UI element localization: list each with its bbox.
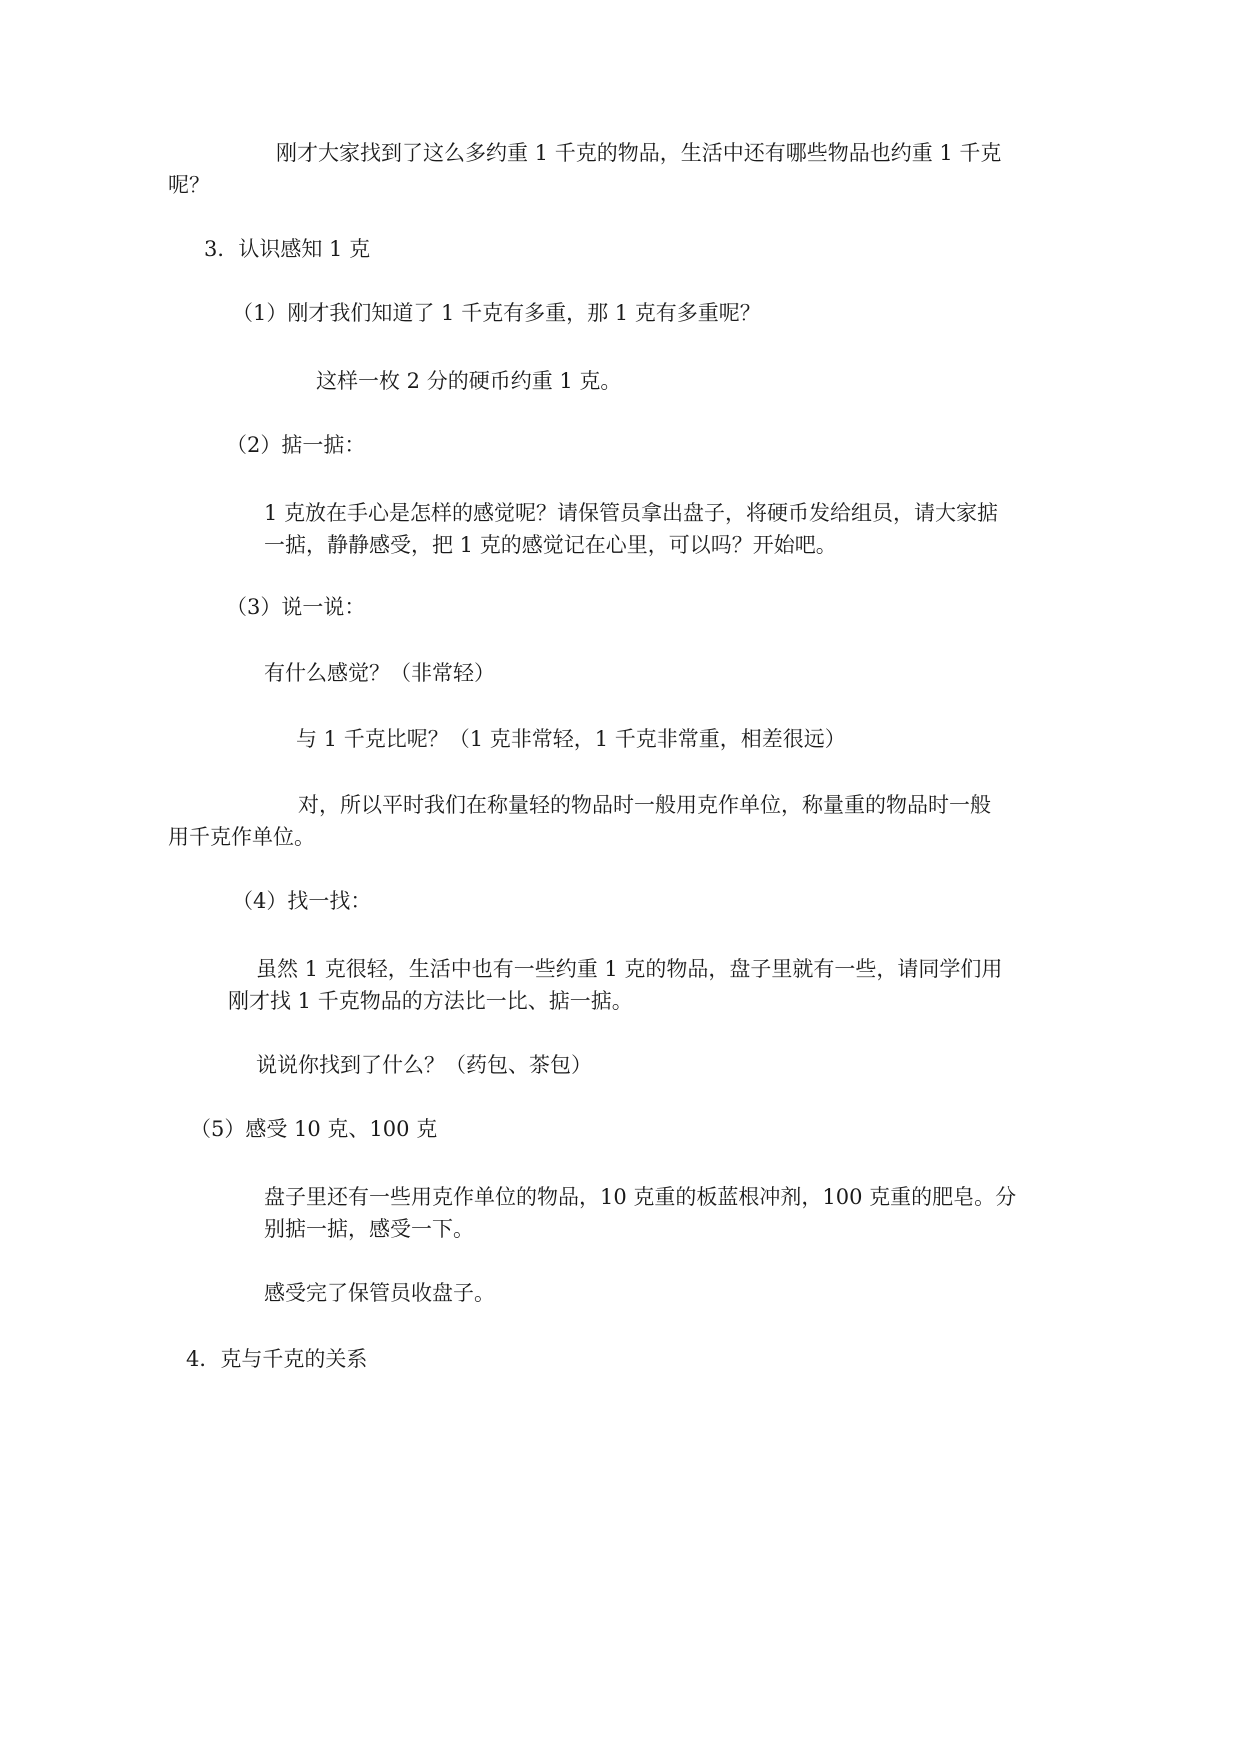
section-heading: 3．认识感知 1 克 (204, 237, 371, 261)
paragraph-text: 用千克作单位。 (168, 825, 315, 849)
subsection-heading: （5）感受 10 克、100 克 (190, 1117, 438, 1141)
paragraph-text: 盘子里还有一些用克作单位的物品，10 克重的板蓝根冲剂，100 克重的肥皂。分 (264, 1185, 1017, 1209)
paragraph-text: 刚才找 1 千克物品的方法比一比、掂一掂。 (228, 989, 633, 1013)
paragraph-text: 虽然 1 克很轻，生活中也有一些约重 1 克的物品，盘子里就有一些，请同学们用 (256, 957, 1003, 981)
paragraph-text: 对，所以平时我们在称量轻的物品时一般用克作单位，称量重的物品时一般 (298, 793, 991, 817)
subsection-heading: （4）找一找： (232, 889, 372, 913)
paragraph-text: 1 克放在手心是怎样的感觉呢？请保管员拿出盘子，将硬币发给组员，请大家掂 (264, 501, 999, 525)
paragraph-text: 刚才大家找到了这么多约重 1 千克的物品，生活中还有哪些物品也约重 1 千克 (276, 141, 1002, 165)
paragraph-text: 这样一枚 2 分的硬币约重 1 克。 (316, 369, 622, 393)
subsection-heading: （2）掂一掂： (226, 433, 366, 457)
paragraph-text: 说说你找到了什么？（药包、茶包） (256, 1053, 592, 1077)
paragraph-text: 与 1 千克比呢？（1 克非常轻，1 千克非常重，相差很远） (296, 727, 846, 751)
paragraph-text: 呢？ (168, 173, 210, 197)
paragraph-text: 一掂，静静感受，把 1 克的感觉记在心里，可以吗？开始吧。 (264, 533, 837, 557)
paragraph-text: 感受完了保管员收盘子。 (264, 1281, 495, 1305)
subsection-heading: （1）刚才我们知道了 1 千克有多重，那 1 克有多重呢？ (232, 301, 761, 325)
paragraph-text: 别掂一掂，感受一下。 (264, 1217, 474, 1241)
section-heading: 4．克与千克的关系 (186, 1347, 368, 1371)
paragraph-text: 有什么感觉？（非常轻） (264, 661, 495, 685)
subsection-heading: （3）说一说： (226, 595, 366, 619)
